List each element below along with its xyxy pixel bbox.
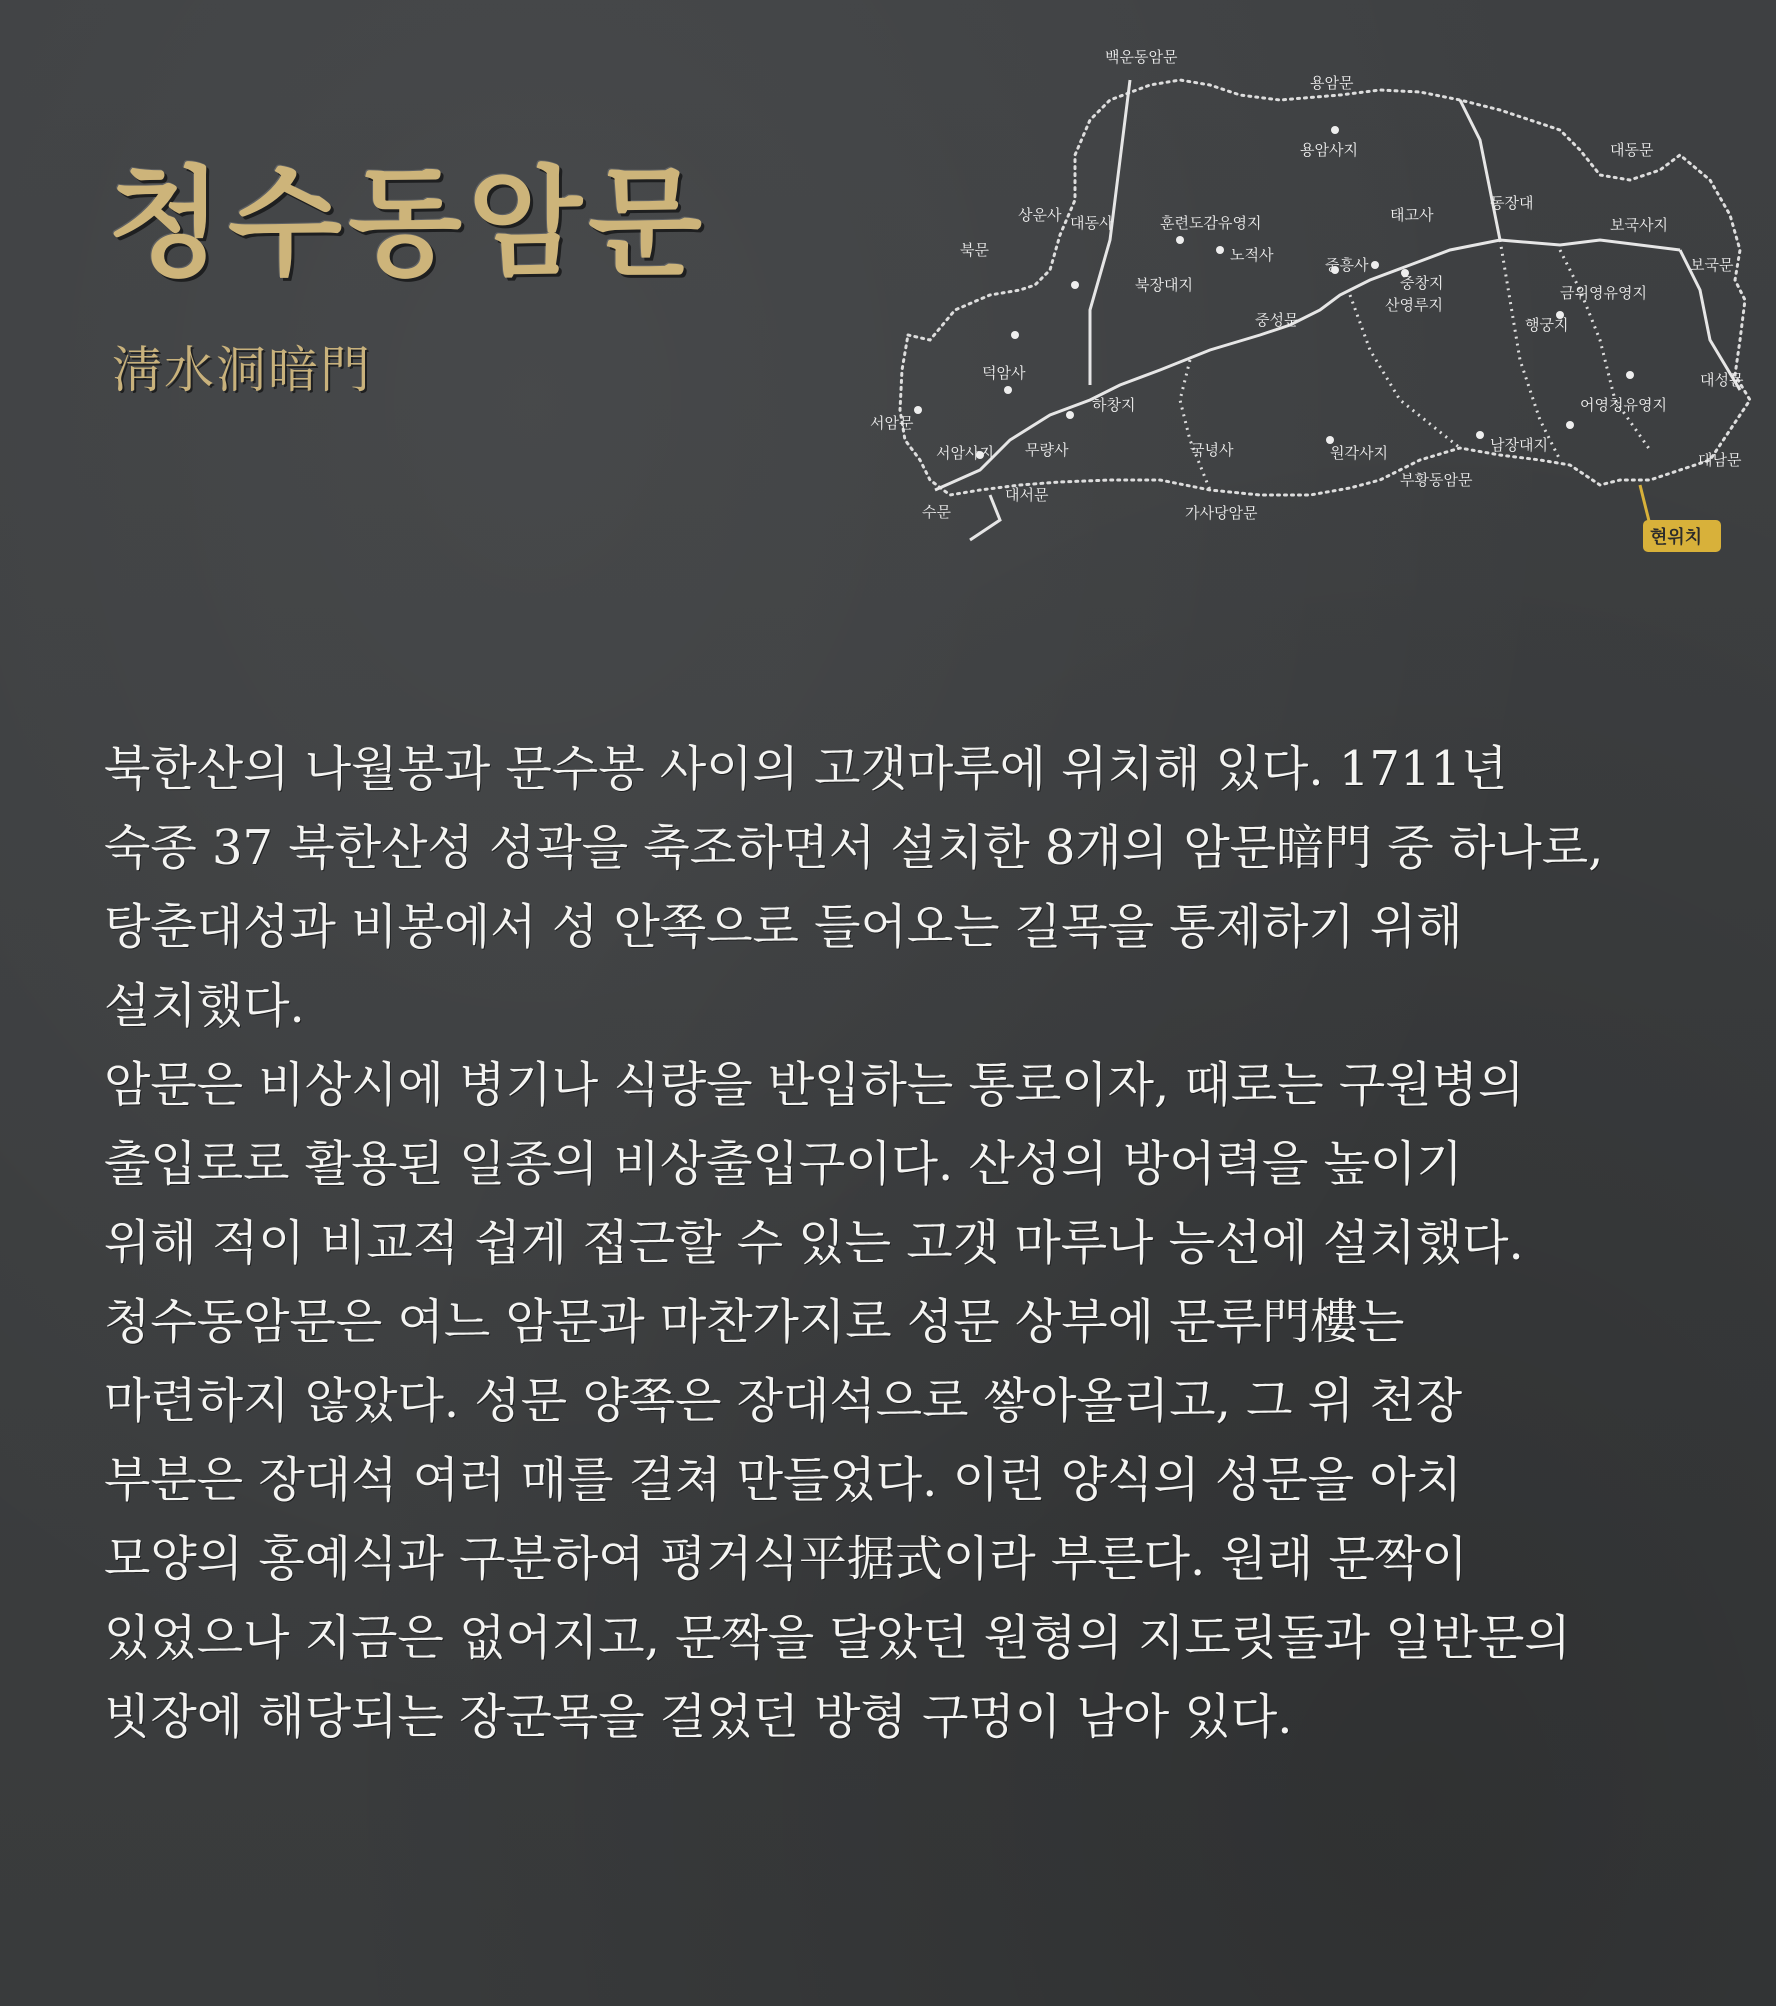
- map-label: 산영루지: [1385, 296, 1443, 314]
- map-label: 대성문: [1700, 371, 1744, 389]
- map-label: 북문: [960, 241, 989, 259]
- map-label: 덕암사: [982, 364, 1026, 382]
- inner-wall-2: [1500, 240, 1560, 460]
- map-label: 보국문: [1690, 256, 1734, 274]
- map-label: 중창지: [1400, 274, 1444, 292]
- description-line: 설치했다.: [104, 978, 305, 1034]
- inner-wall-4: [1350, 295, 1460, 448]
- map-label: 대남문: [1698, 451, 1742, 469]
- description-line: 있었으나 지금은 없어지고, 문짝을 달았던 원형의 지도릿돌과 일반문의: [104, 1610, 1571, 1666]
- map-label: 어영청유영지: [1580, 396, 1667, 414]
- map-label: 금위영유영지: [1560, 284, 1647, 302]
- map-label: 무량사: [1025, 441, 1069, 459]
- description-line: 마련하지 않았다. 성문 양쪽은 장대석으로 쌓아올리고, 그 위 천장: [104, 1373, 1463, 1429]
- map-label: 대동문: [1610, 141, 1654, 159]
- map-label: 서암사지: [936, 444, 994, 462]
- map-label: 중흥사: [1325, 256, 1369, 274]
- description-line: 북한산의 나월봉과 문수봉 사이의 고갯마루에 위치해 있다. 1711년: [104, 741, 1508, 797]
- description-line: 숙종 37 북한산성 성곽을 축조하면서 설치한 8개의 암문暗門 중 하나로,: [104, 820, 1604, 876]
- map-label: 태고사: [1390, 206, 1434, 224]
- map-label: 훈련도감유영지: [1160, 214, 1262, 232]
- map-label: 수문: [922, 503, 951, 521]
- current-location-label: 현위치: [1650, 527, 1703, 548]
- map-label: 대동사: [1070, 214, 1114, 232]
- map-label: 용암사지: [1300, 141, 1358, 159]
- description-line: 빗장에 해당되는 장군목을 걸었던 방형 구멍이 남아 있다.: [104, 1689, 1293, 1745]
- description-line: 출입로로 활용된 일종의 비상출입구이다. 산성의 방어력을 높이기: [104, 1136, 1463, 1192]
- map-label: 남장대지: [1490, 436, 1548, 454]
- sign-title: 청수동암문: [108, 154, 708, 292]
- description-line: 청수동암문은 여느 암문과 마찬가지로 성문 상부에 문루門樓는: [104, 1294, 1405, 1350]
- map-label: 백운동암문: [1105, 48, 1178, 66]
- description-line: 부분은 장대석 여러 매를 걸쳐 만들었다. 이런 양식의 성문을 아치: [104, 1452, 1463, 1508]
- description-line: 탕춘대성과 비봉에서 성 안쪽으로 들어오는 길목을 통제하기 위해: [104, 899, 1463, 955]
- inner-wall: [1560, 250, 1650, 450]
- inner-wall-3: [1180, 360, 1210, 490]
- stream-outlet: [970, 495, 1000, 540]
- map-label: 북장대지: [1135, 276, 1193, 294]
- map-label: 가사당암문: [1185, 504, 1258, 522]
- fortress-map: [860, 40, 1760, 560]
- map-label: 원각사지: [1330, 444, 1388, 462]
- map-label: 부황동암문: [1400, 471, 1473, 489]
- map-label: 하창지: [1092, 396, 1136, 414]
- sign-subtitle-hanja: 淸水洞暗門: [112, 341, 372, 399]
- description-line: 암문은 비상시에 병기나 식량을 반입하는 통로이자, 때로는 구원병의: [104, 1057, 1525, 1113]
- map-label: 상운사: [1018, 206, 1062, 224]
- map-label: 용암문: [1310, 74, 1354, 92]
- map-label: 노적사: [1230, 246, 1274, 264]
- location-dots: [914, 126, 1634, 459]
- map-label: 국녕사: [1190, 441, 1234, 459]
- map-label: 중성문: [1255, 311, 1299, 329]
- map-label: 행궁지: [1525, 316, 1569, 334]
- description-line: 위해 적이 비교적 쉽게 접근할 수 있는 고갯 마루나 능선에 설치했다.: [104, 1215, 1524, 1271]
- map-label: 보국사지: [1610, 216, 1668, 234]
- map-label: 동장대: [1490, 194, 1534, 212]
- stream-ne: [1460, 100, 1500, 240]
- map-label: 대서문: [1005, 486, 1049, 504]
- description-line: 모양의 홍예식과 구분하여 평거식平据式이라 부른다. 원래 문짝이: [104, 1531, 1468, 1587]
- stream-north: [1090, 80, 1130, 385]
- description-text: [104, 730, 1664, 1757]
- map-label: 서암문: [870, 414, 914, 432]
